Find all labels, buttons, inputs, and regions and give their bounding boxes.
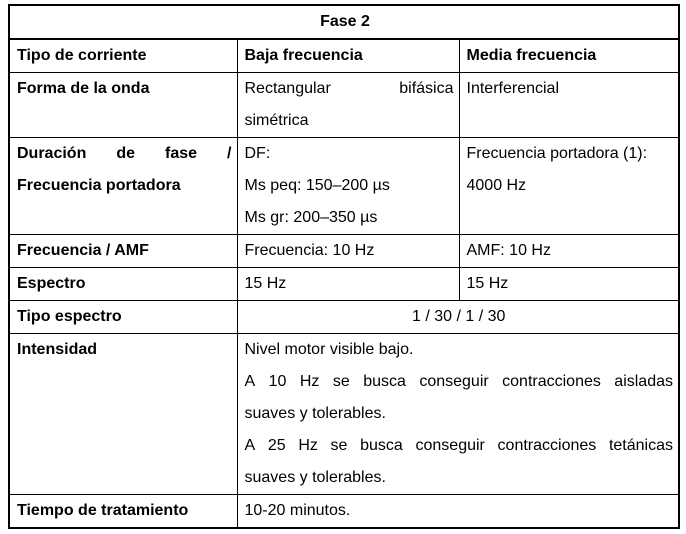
table-title-row: [9, 5, 679, 39]
cell-espectro-media: 15 Hz: [459, 268, 679, 301]
word: contracciones: [502, 373, 601, 390]
cell-forma-onda-media: Interferencial: [459, 73, 679, 138]
header-tipo-corriente: Tipo de corriente: [9, 39, 237, 73]
row-label-tiempo: Tiempo de tratamiento: [9, 495, 237, 529]
word: busca: [360, 437, 403, 454]
forma-onda-baja-line2: simétrica: [244, 112, 309, 129]
table-title: Fase 2: [9, 5, 679, 39]
row-label-forma-onda: Forma de la onda: [9, 73, 237, 138]
word: se: [330, 437, 348, 454]
row-label-tipo-espectro: Tipo espectro: [9, 301, 237, 334]
table-row-tiempo: [9, 495, 679, 529]
word: Hz: [298, 437, 318, 454]
word: fase: [165, 145, 198, 162]
header-media-frecuencia: Media frecuencia: [459, 39, 679, 73]
duracion-media-line2: 4000 Hz: [466, 177, 527, 194]
word: Rectangular: [244, 80, 331, 97]
header-baja-frecuencia: Baja frecuencia: [237, 39, 459, 73]
table-row-forma-onda: [9, 73, 679, 138]
table-row-duracion: [9, 138, 679, 235]
cell-intensidad: [237, 334, 679, 495]
cell-espectro-baja: 15 Hz: [237, 268, 459, 301]
cell-forma-onda-baja: [237, 73, 459, 138]
table-row-intensidad: [9, 334, 679, 495]
table-row-tipo-espectro: [9, 301, 679, 334]
table-row-espectro: [9, 268, 679, 301]
duracion-media-line1: Frecuencia portadora (1):: [466, 145, 648, 162]
cell-tiempo: 10-20 minutos.: [237, 495, 679, 529]
cell-frecuencia-baja: Frecuencia: 10 Hz: [237, 235, 459, 268]
duracion-label-line2: Frecuencia portadora: [17, 177, 181, 194]
duracion-label-line1: [17, 138, 232, 170]
table-header-row: [9, 39, 679, 73]
cell-amf-media: AMF: 10 Hz: [459, 235, 679, 268]
word: tetánicas: [608, 437, 673, 454]
cut-off-footer-text: [8, 525, 678, 534]
word: busca: [363, 373, 406, 390]
word: aisladas: [614, 373, 673, 390]
word: Hz: [299, 373, 320, 390]
row-label-intensidad: Intensidad: [9, 334, 237, 495]
word: conseguir: [415, 437, 485, 454]
row-label-duracion: [9, 138, 237, 235]
intensidad-line4: [245, 430, 674, 462]
word: A: [244, 437, 256, 454]
word: contracciones: [497, 437, 597, 454]
cell-tipo-espectro: 1 / 30 / 1 / 30: [237, 301, 679, 334]
row-label-frecuencia-amf: Frecuencia / AMF: [9, 235, 237, 268]
word: 10: [268, 373, 287, 390]
word: Duración: [17, 145, 87, 162]
row-label-espectro: Espectro: [9, 268, 237, 301]
word: A: [244, 373, 256, 390]
word: se: [332, 373, 350, 390]
duracion-baja-line1: DF:: [244, 145, 271, 162]
word: 25: [267, 437, 286, 454]
word: bifásica: [399, 80, 454, 97]
fase-2-table: [8, 4, 680, 529]
intensidad-line2: [245, 366, 674, 398]
forma-onda-baja-line1: [245, 73, 454, 105]
word: /: [227, 145, 232, 162]
word: conseguir: [419, 373, 489, 390]
intensidad-line3: suaves y tolerables.: [244, 405, 386, 422]
table-row-frecuencia-amf: [9, 235, 679, 268]
intensidad-line5: suaves y tolerables.: [244, 469, 386, 486]
intensidad-line1: Nivel motor visible bajo.: [244, 341, 414, 358]
duracion-baja-line2: Ms peq: 150–200 µs: [244, 177, 390, 194]
duracion-baja-line3: Ms gr: 200–350 µs: [244, 209, 378, 226]
word: de: [116, 145, 136, 162]
cell-duracion-baja: [237, 138, 459, 235]
cell-duracion-media: [459, 138, 679, 235]
